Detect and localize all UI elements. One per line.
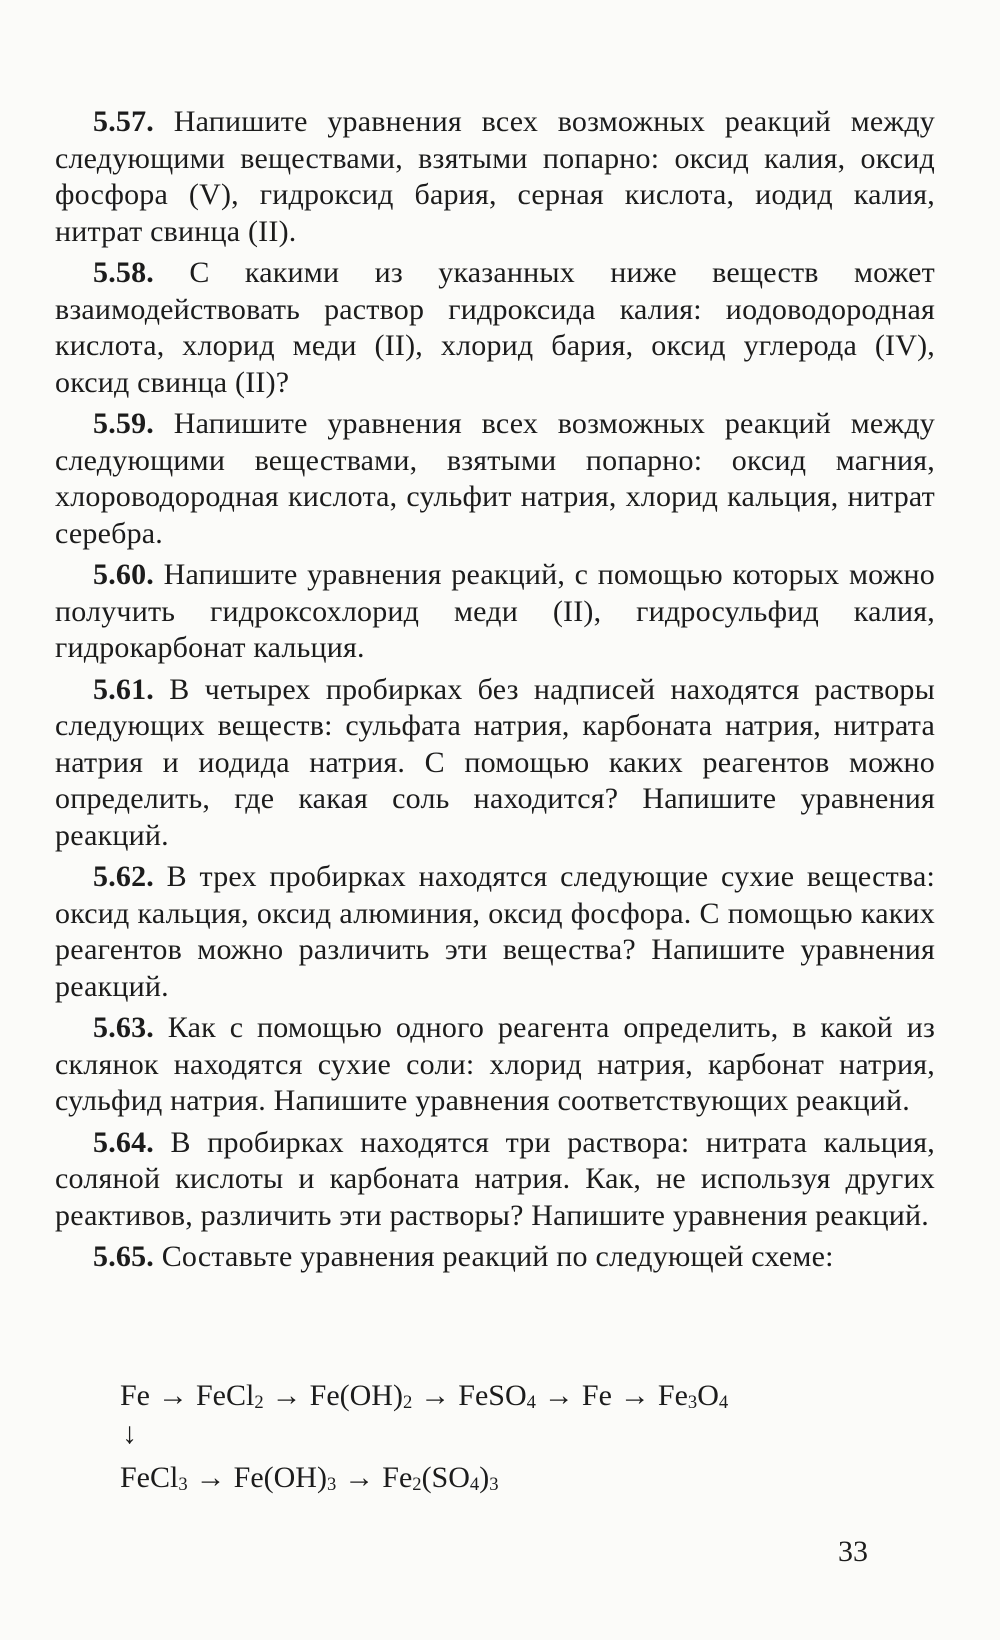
problem-text: С какими из указанных ниже веществ может взаимодействовать раствор гидроксида калия: иодоводородная кислота, хлорид меди (II), хлорид бария, оксид углерода (IV), оксид свинца (II)? bbox=[55, 256, 935, 399]
formula-fe: Fe bbox=[120, 1379, 150, 1412]
arrow-right-icon: → bbox=[158, 1379, 188, 1412]
problem-number: 5.58. bbox=[93, 256, 154, 289]
problem-text: Как с помощью одного реагента определить, в какой из склянок находятся сухие соли: хлорид натрия, карбонат натрия, сульфид натрия. Напишите уравнения соответствующих реакций. bbox=[55, 1011, 935, 1117]
problem-5-60 bbox=[55, 557, 935, 667]
formula-feso4: FeSO$_4$ bbox=[458, 1379, 536, 1413]
reaction-scheme-row-1 bbox=[120, 1378, 728, 1416]
formula-fe2so43: $Fe_2(SO_4)_3$ bbox=[382, 1461, 499, 1495]
problem-text: В четырех пробирках без надписей находятся растворы следующих веществ: сульфата натрия, карбоната натрия, нитрата натрия и иодида натрия. С помощью каких реагентов можно определить, где какая соль находится? Напишите уравнения реакций. bbox=[55, 672, 935, 852]
arrow-right-icon: → bbox=[344, 1461, 375, 1494]
problem-text: Напишите уравнения всех возможных реакций между следующими веществами, взятыми попарно: оксид калия, оксид фосфора (V), гидроксид бария, серная кислота, иодид калия, нитрат свинца (II). bbox=[55, 105, 935, 248]
problem-text: В пробирках находятся три раствора: нитрата кальция, соляной кислоты и карбоната натрия. Как, не используя других реактивов, различить эти растворы? Напишите уравнения реакций. bbox=[55, 1125, 936, 1232]
problem-5-59 bbox=[55, 406, 935, 552]
problem-5-62 bbox=[55, 859, 935, 1005]
problems-list bbox=[55, 104, 935, 1281]
arrow-right-icon: → bbox=[543, 1379, 574, 1412]
page-number: 33 bbox=[838, 1535, 868, 1568]
problem-number: 5.62. bbox=[93, 860, 154, 893]
problem-5-64 bbox=[55, 1125, 935, 1235]
problem-5-61 bbox=[55, 672, 935, 855]
problem-text: Напишите уравнения реакций, с помощью которых можно получить гидроксохлорид меди (II), гидросульфид калия, гидрокарбонат кальция. bbox=[55, 558, 936, 664]
problem-5-57 bbox=[55, 104, 935, 250]
arrow-right-icon: → bbox=[271, 1379, 302, 1412]
arrow-down-icon: ↓ bbox=[122, 1417, 137, 1450]
formula-feoh3: $Fe(OH)_3$ bbox=[233, 1461, 337, 1495]
arrow-right-icon: → bbox=[619, 1379, 650, 1412]
problem-number: 5.60. bbox=[93, 558, 154, 591]
formula-fecl2: FeCl$_2$ bbox=[196, 1379, 264, 1413]
problem-text: Напишите уравнения всех возможных реакций между следующими веществами, взятыми попарно: оксид магния, хлороводородная кислота, сульфит натрия, хлорид кальция, нитрат серебра. bbox=[55, 407, 935, 550]
formula-fecl3: FeCl$_3$ bbox=[120, 1461, 188, 1495]
problem-number: 5.65. bbox=[93, 1240, 154, 1273]
problem-number: 5.63. bbox=[93, 1011, 154, 1044]
problem-text: В трех пробирках находятся следующие сухие вещества: оксид кальция, оксид алюминия, оксид фосфора. С помощью каких реагентов можно различить эти вещества? Напишите уравнения реакций. bbox=[55, 860, 936, 1003]
problem-number: 5.64. bbox=[93, 1125, 154, 1159]
reaction-scheme-row-2 bbox=[120, 1460, 499, 1496]
formula-feoh2: $Fe(OH)_2$ bbox=[309, 1379, 413, 1413]
problem-5-65 bbox=[55, 1239, 935, 1276]
problem-5-63 bbox=[55, 1010, 935, 1120]
problem-number: 5.57. bbox=[93, 105, 154, 138]
formula-fe: Fe bbox=[581, 1379, 612, 1412]
problem-number: 5.59. bbox=[93, 407, 154, 440]
problem-number: 5.61. bbox=[93, 672, 154, 706]
arrow-right-icon: → bbox=[420, 1379, 451, 1412]
problem-text: Составьте уравнения реакций по следующей схеме: bbox=[161, 1240, 834, 1273]
scheme-line bbox=[120, 1378, 728, 1416]
problem-5-58 bbox=[55, 255, 935, 401]
formula-fe3o4: $Fe_3O_4$ bbox=[657, 1379, 729, 1413]
arrow-right-icon: → bbox=[195, 1461, 226, 1494]
